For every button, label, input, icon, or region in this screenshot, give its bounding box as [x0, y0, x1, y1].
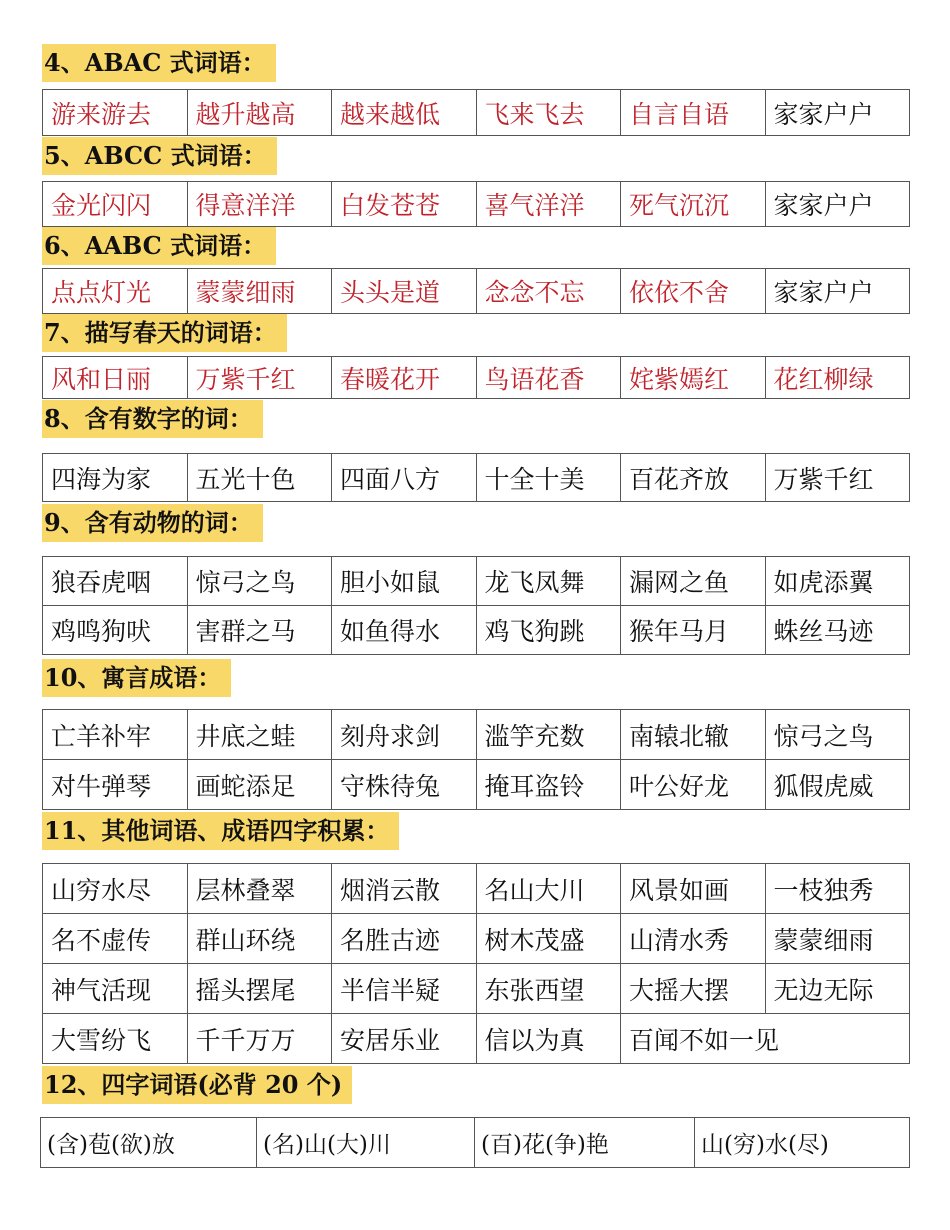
word-cell: 狼吞虎咽: [43, 557, 188, 606]
word-cell: 越来越低: [332, 90, 477, 136]
word-cell: 金光闪闪: [43, 182, 188, 227]
word-cell: 如虎添翼: [765, 557, 910, 606]
word-cell: 群山环绕: [187, 914, 332, 964]
section-11-table: [42, 863, 910, 1064]
word-cell: 依依不舍: [621, 269, 766, 314]
word-cell: 无边无际: [765, 964, 910, 1014]
section-8-table: [42, 453, 910, 502]
word-cell: 信以为真: [476, 1014, 621, 1064]
word-cell: 死气沉沉: [621, 182, 766, 227]
section-7-heading: 7、描写春天的词语：: [42, 314, 287, 352]
word-cell: 滥竽充数: [476, 710, 621, 760]
word-cell: 越升越高: [187, 90, 332, 136]
word-cell: 大摇大摆: [621, 964, 766, 1014]
word-cell: 对牛弹琴: [43, 760, 188, 810]
word-cell: 游来游去: [43, 90, 188, 136]
word-cell: 十全十美: [476, 454, 621, 502]
word-cell: 飞来飞去: [476, 90, 621, 136]
section-5-table: [42, 181, 910, 227]
word-cell: 鸡鸣狗吠: [43, 606, 188, 655]
word-cell: 半信半疑: [332, 964, 477, 1014]
section-6-table: [42, 268, 910, 314]
word-cell: 蒙蒙细雨: [187, 269, 332, 314]
word-cell: 刻舟求剑: [332, 710, 477, 760]
section-10-heading: 10、寓言成语：: [42, 659, 231, 697]
word-cell: 树木茂盛: [476, 914, 621, 964]
word-cell: 亡羊补牢: [43, 710, 188, 760]
word-cell: 万紫千红: [765, 454, 910, 502]
word-cell: 花红柳绿: [765, 357, 910, 399]
word-cell: 狐假虎威: [765, 760, 910, 810]
word-cell: 名不虚传: [43, 914, 188, 964]
word-cell: 惊弓之鸟: [765, 710, 910, 760]
word-cell: 南辕北辙: [621, 710, 766, 760]
word-cell: 头头是道: [332, 269, 477, 314]
word-cell: 一枝独秀: [765, 864, 910, 914]
word-cell: 井底之蛙: [187, 710, 332, 760]
word-cell: 点点灯光: [43, 269, 188, 314]
section-12-table: [40, 1117, 910, 1168]
word-cell: 得意洋洋: [187, 182, 332, 227]
section-4-heading: 4、ABAC 式词语：: [42, 44, 276, 82]
word-cell: 蒙蒙细雨: [765, 914, 910, 964]
word-cell: 大雪纷飞: [43, 1014, 188, 1064]
word-cell: 百花齐放: [621, 454, 766, 502]
section-7-table: [42, 356, 910, 399]
word-cell: 山穷水尽: [43, 864, 188, 914]
word-cell: 家家户户: [765, 269, 910, 314]
word-cell: 神气活现: [43, 964, 188, 1014]
word-cell: 家家户户: [765, 182, 910, 227]
word-cell: 春暖花开: [332, 357, 477, 399]
word-cell: 念念不忘: [476, 269, 621, 314]
word-cell: 山(穷)水(尽): [695, 1118, 910, 1168]
word-cell: 百闻不如一见: [621, 1014, 910, 1064]
word-cell: 蛛丝马迹: [765, 606, 910, 655]
word-cell: 自言自语: [621, 90, 766, 136]
word-cell: 鸟语花香: [476, 357, 621, 399]
section-8-heading: 8、含有数字的词：: [42, 400, 263, 438]
word-cell: 千千万万: [187, 1014, 332, 1064]
word-cell: 猴年马月: [621, 606, 766, 655]
section-5-heading: 5、ABCC 式词语：: [42, 137, 277, 175]
word-cell: 四面八方: [332, 454, 477, 502]
word-cell: 掩耳盗铃: [476, 760, 621, 810]
section-4-table: [42, 89, 910, 136]
word-cell: 白发苍苍: [332, 182, 477, 227]
word-cell: 家家户户: [765, 90, 910, 136]
word-cell: 层林叠翠: [187, 864, 332, 914]
section-12-heading: 12、四字词语(必背 20 个): [42, 1066, 352, 1104]
word-cell: 漏网之鱼: [621, 557, 766, 606]
word-cell: 惊弓之鸟: [187, 557, 332, 606]
section-11-heading: 11、其他词语、成语四字积累：: [42, 812, 399, 850]
word-cell: 风景如画: [621, 864, 766, 914]
word-cell: 东张西望: [476, 964, 621, 1014]
word-cell: 风和日丽: [43, 357, 188, 399]
word-cell: 万紫千红: [187, 357, 332, 399]
word-cell: 山清水秀: [621, 914, 766, 964]
section-10-table: [42, 709, 910, 810]
word-cell: 烟消云散: [332, 864, 477, 914]
word-cell: 胆小如鼠: [332, 557, 477, 606]
word-cell: 害群之马: [187, 606, 332, 655]
word-cell: 名山大川: [476, 864, 621, 914]
section-6-heading: 6、AABC 式词语：: [42, 227, 276, 265]
word-cell: 名胜古迹: [332, 914, 477, 964]
word-cell: (百)花(争)艳: [475, 1118, 695, 1168]
word-cell: 龙飞凤舞: [476, 557, 621, 606]
section-9-table: [42, 556, 910, 655]
word-cell: 五光十色: [187, 454, 332, 502]
word-cell: 守株待兔: [332, 760, 477, 810]
word-cell: 叶公好龙: [621, 760, 766, 810]
word-cell: (含)苞(欲)放: [41, 1118, 257, 1168]
word-cell: 姹紫嫣红: [621, 357, 766, 399]
word-cell: 鸡飞狗跳: [476, 606, 621, 655]
word-cell: (名)山(大)川: [257, 1118, 475, 1168]
word-cell: 如鱼得水: [332, 606, 477, 655]
word-cell: 摇头摆尾: [187, 964, 332, 1014]
section-9-heading: 9、含有动物的词：: [42, 504, 263, 542]
word-cell: 画蛇添足: [187, 760, 332, 810]
word-cell: 四海为家: [43, 454, 188, 502]
word-cell: 喜气洋洋: [476, 182, 621, 227]
word-cell: 安居乐业: [332, 1014, 477, 1064]
